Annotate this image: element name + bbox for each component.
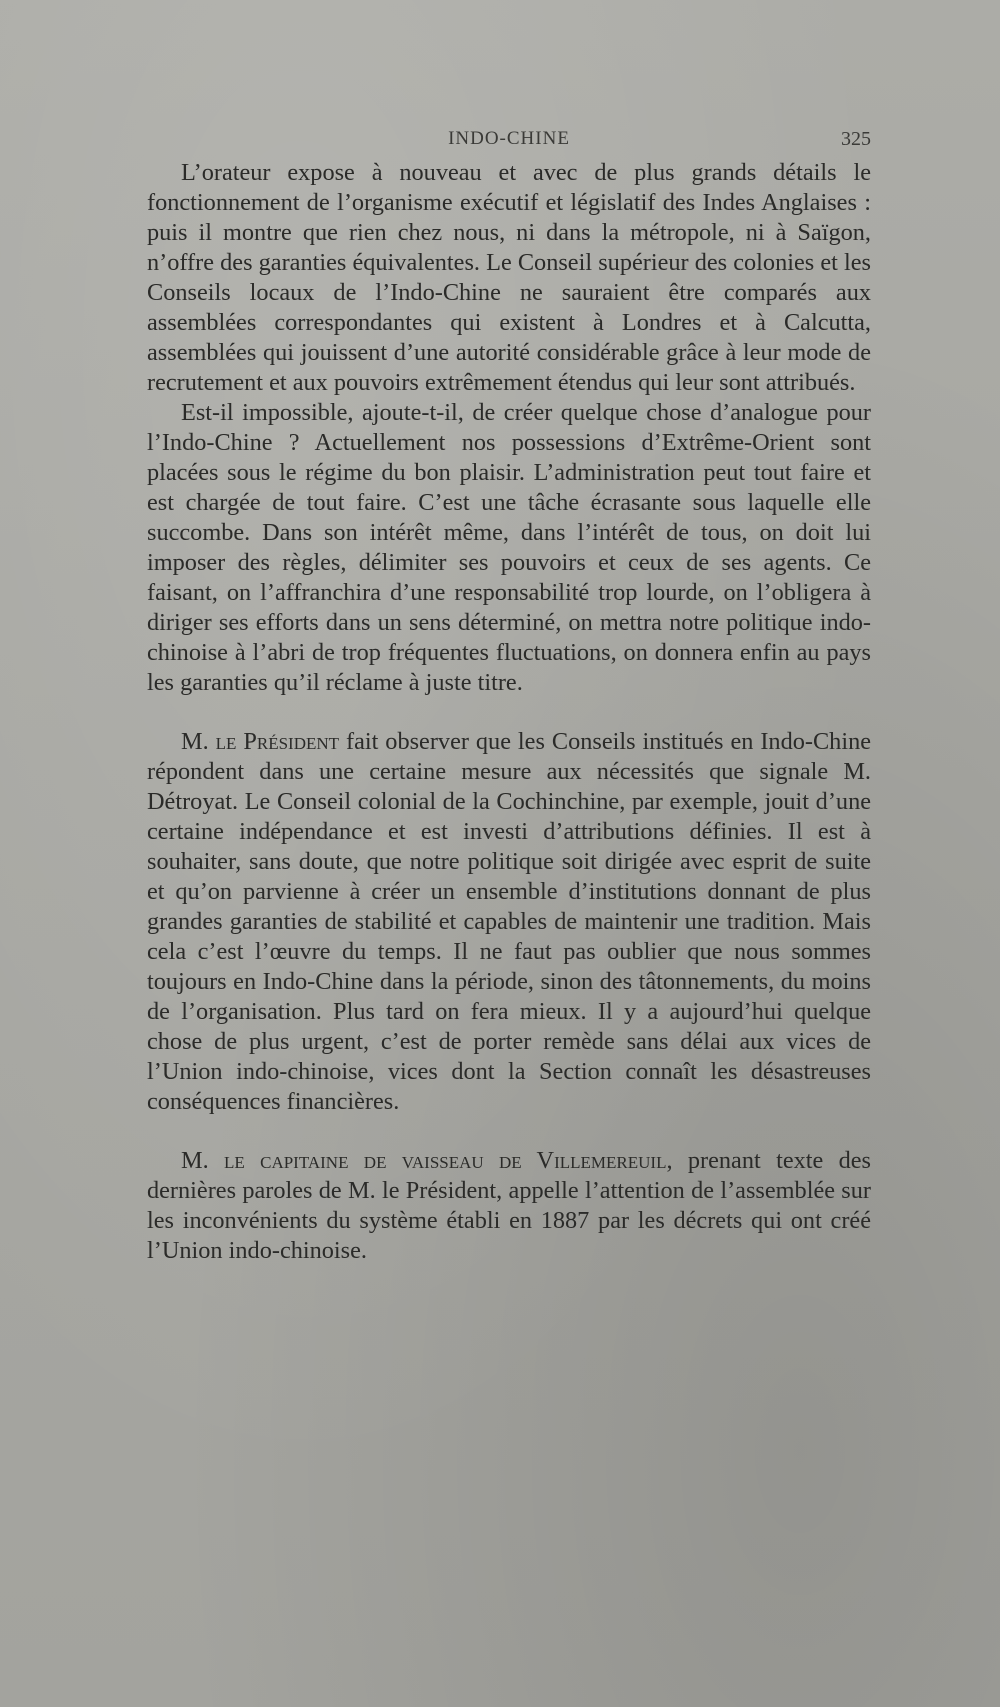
paragraph-est-il-impossible: Est-il impossible, ajoute-t-il, de créer quelque chose d’analogue pour l’Indo-Chine ? Actuellement nos possessions d’Extrême-Orient sont placées sous le régime du bon plaisir. L’administration peut tout faire et est chargée de tout faire. C’est une tâche écrasante sous laquelle elle succombe. Dans son intérêt même, dans l’intérêt de tous, on doit lui imposer des règles, délimiter ses pouvoirs et ceux de ses agents. Ce faisant, on l’affranchira d’une responsabilité trop lourde, on l’obligera à diriger ses efforts dans un sens déterminé, on mettra notre politique indo-chinoise à l’abri de trop fréquentes fluctuations, on donnera enfin au pays les garanties qu’il réclame à juste titre. — [147, 399, 871, 696]
paragraph-orateur: L’orateur expose à nouveau et avec de plus grands détails le fonctionnement de l’organisme exécutif et législatif des Indes Anglaises : puis il montre que rien chez nous, ni dans la métropole, ni à Saïgon, n’offre des garanties équivalentes. Le Conseil supérieur des colonies et les Conseils locaux de l’Indo-Chine ne sauraient être comparés aux assemblées correspondantes qui existent à Londres et à Calcutta, assemblées qui jouissent d’une autorité considérable grâce à leur mode de recrutement et aux pouvoirs extrêmement étendus qui leur sont attribués. — [147, 159, 871, 396]
speaker-president: M. le Président — [181, 728, 340, 755]
speech-president-text: fait observer que les Conseils institués en Indo-Chine répondent dans une certaine mesure aux nécessités que signale M. Détroyat. Le Conseil colonial de la Cochinchine, par exemple, jouit d’une certaine indépendance et est investi d’attributions définies. Il est à souhaiter, sans doute, que notre politique soit dirigée avec esprit de suite et qu’on parvienne à créer un ensemble d’institutions donnant de plus grandes garanties de stabilité et capables de maintenir une tradition. Mais cela c’est l’œuvre du temps. Il ne faut pas oublier que nous sommes toujours en Indo-Chine dans la période, sinon des tâtonnements, du moins de l’organisation. Plus tard on fera mieux. Il y a aujourd’hui quelque chose de plus urgent, c’est de porter remède sans délai aux vices de l’Union indo-chinoise, vices dont la Section connaît les désastreuses conséquences financières. — [147, 728, 871, 1115]
page-number: 325 — [841, 128, 871, 150]
speech-capitaine-text: , prenant texte des dernières paroles de M. le Président, appelle l’attention de l’assemblée sur les inconvénients du système établi en 1887 par les décrets qui ont créé l’Union indo-chinoise. — [147, 1147, 872, 1264]
paragraph-gap — [147, 1117, 871, 1146]
running-header — [147, 128, 871, 154]
body-text — [147, 158, 871, 1266]
paragraph-gap — [147, 698, 871, 727]
speaker-capitaine: M. le capitaine de vaisseau de Villemereuil — [181, 1147, 667, 1174]
running-title: INDO-CHINE — [448, 128, 570, 149]
paragraph-capitaine — [147, 1146, 871, 1266]
paragraph-president — [147, 727, 871, 1117]
